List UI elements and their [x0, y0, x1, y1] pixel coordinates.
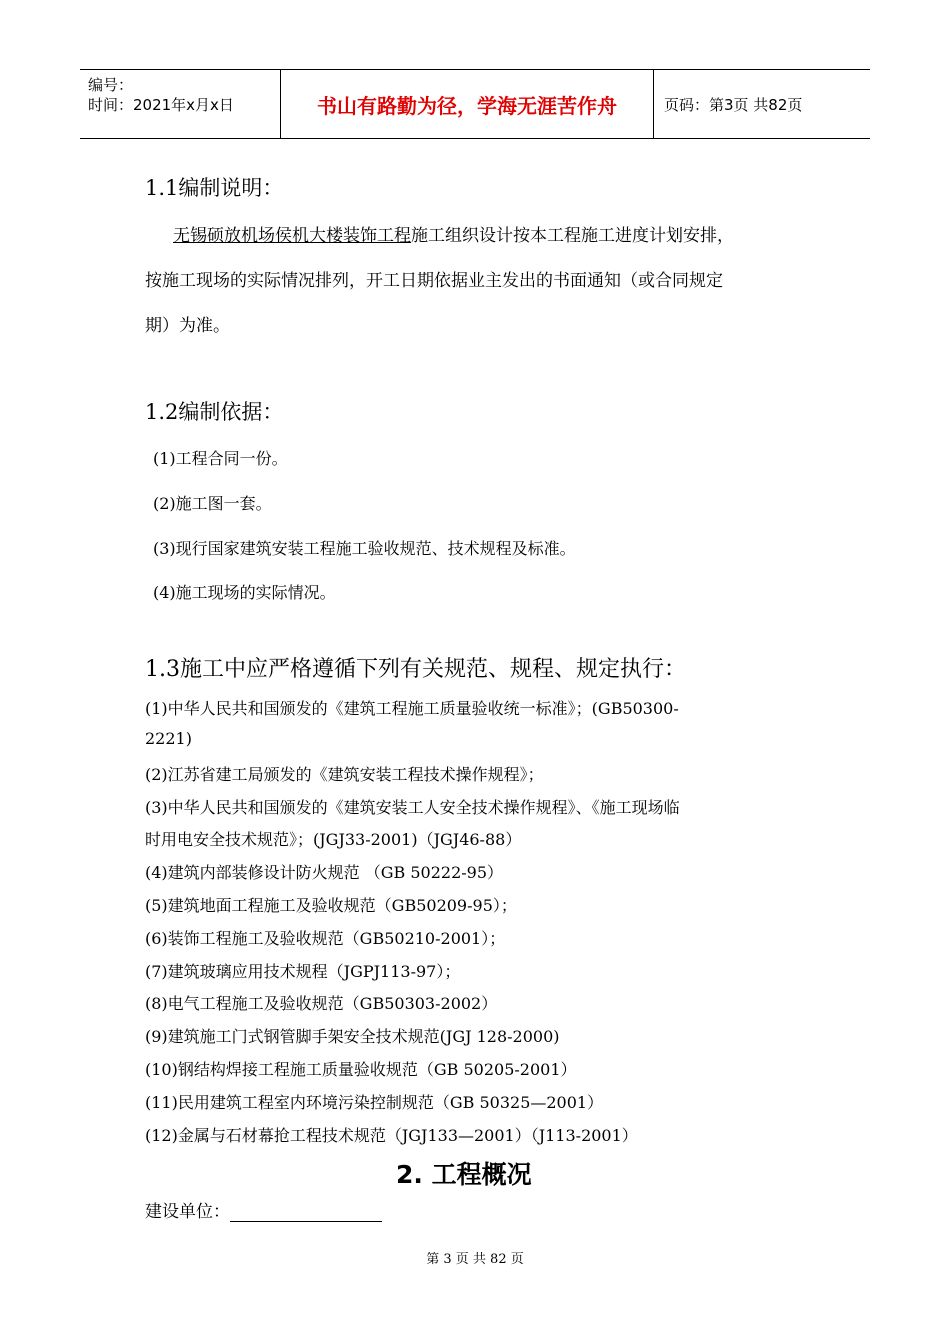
construction-unit-field	[145, 1197, 382, 1222]
regulation-line: (11)民用建筑工程室内环境污染控制规范（GB 50325—2001）	[145, 1093, 604, 1112]
page-footer: 第 3 页 共 82 页	[426, 1252, 524, 1267]
page-header	[80, 69, 870, 139]
basis-item: (3)现行国家建筑安装工程施工验收规范、技术规程及标准。	[153, 539, 576, 558]
regulation-line: (8)电气工程施工及验收规范（GB50303-2002）	[145, 994, 498, 1013]
regulation-line: (10)钢结构焊接工程施工质量验收规范（GB 50205-2001）	[145, 1060, 577, 1079]
regulation-line: (4)建筑内部装修设计防火规范 （GB 50222-95）	[145, 863, 504, 882]
time-label: 时间：2021年x月x日	[88, 96, 234, 114]
regulation-line: 时用电安全技术规范》；(JGJ33-2001)（JGJ46-88）	[145, 830, 522, 849]
regulation-line: (6)装饰工程施工及验收规范（GB50210-2001）；	[145, 929, 506, 948]
regulation-line: (5)建筑地面工程施工及验收规范（GB50209-95）；	[145, 896, 517, 915]
regulation-line: 2221)	[145, 729, 192, 748]
regulation-line: (1)中华人民共和国颁发的《建筑工程施工质量验收统一标准》；(GB50300-	[145, 699, 679, 718]
regulation-line: (3)中华人民共和国颁发的《建筑安装工人安全技术操作规程》、《施工现场临	[145, 798, 680, 817]
header-page-label: 页码：第3页 共82页	[664, 95, 803, 114]
section-1-1-line-1	[173, 221, 734, 246]
section-2-heading: 2. 工程概况	[396, 1160, 532, 1189]
regulation-line: (2)江苏省建工局颁发的《建筑安装工程技术操作规程》；	[145, 765, 544, 784]
construction-unit-blank	[230, 1203, 382, 1222]
header-meta-cell	[80, 70, 281, 138]
regulation-line: (7)建筑玻璃应用技术规程（JGPJ113-97）；	[145, 962, 461, 981]
regulation-line: (12)金属与石材幕抢工程技术规范（JGJ133—2001）（J113-2001）	[145, 1126, 638, 1145]
number-label: 编号：	[88, 76, 134, 94]
basis-item: (2)施工图一套。	[153, 494, 272, 513]
section-1-2-heading: 1.2编制依据：	[145, 400, 284, 424]
regulation-line: (9)建筑施工门式钢管脚手架安全技术规范(JGJ 128-2000)	[145, 1027, 560, 1046]
header-motto: 书山有路勤为径，学海无涯苦作舟	[281, 70, 654, 138]
basis-item: (4)施工现场的实际情况。	[153, 583, 336, 602]
construction-unit-label: 建设单位：	[145, 1202, 230, 1222]
project-name: 无锡硕放机场侯机大楼装饰工程	[173, 226, 411, 246]
section-1-1-line-2: 按施工现场的实际情况排列，开工日期依据业主发出的书面通知（或合同规定	[145, 271, 723, 291]
section-1-1-heading: 1.1编制说明：	[145, 176, 284, 200]
section-1-3-heading: 1.3施工中应严格遵循下列有关规范、规程、规定执行：	[145, 657, 686, 682]
basis-item: (1)工程合同一份。	[153, 449, 288, 468]
line-1-rest: 施工组织设计按本工程施工进度计划安排，	[411, 226, 734, 246]
section-1-1-line-3: 期）为准。	[145, 316, 230, 336]
